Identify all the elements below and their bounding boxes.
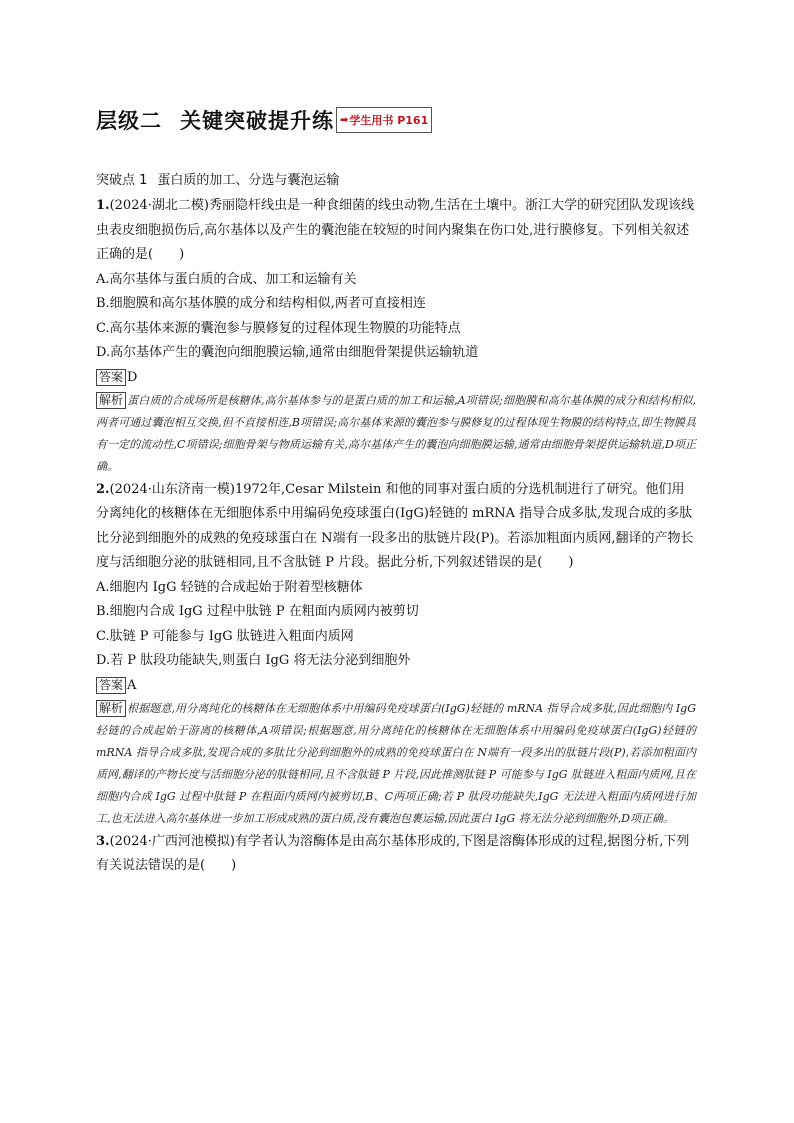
question-2-option-a: A.细胞内 IgG 轻链的合成起始于附着型核糖体 <box>96 579 363 595</box>
question-number: 2. <box>96 481 110 497</box>
answer-value: A <box>127 677 137 693</box>
section-heading <box>96 170 696 192</box>
title-level: 层级二 <box>96 109 162 133</box>
student-book-page-badge <box>336 107 432 133</box>
question-text: 1972年,Cesar Milstein 和他的同事对蛋白质的分选机制进行了研究。他们用分离纯化的核糖体在无细胞体系中用编码免疫球蛋白(IgG)轻链的 mRNA 指导合成多肽,发现合成的多肽比分泌到细胞外的成熟的免疫球蛋白在 N端有一段多出的肽链片段(P)。若添加粗面内质网,翻译的产物长度与活细胞分泌的肽链相同,且不含肽链 P 片段。据此分析,下列叙述错误的是( ) <box>96 481 694 570</box>
question-text: 有学者认为溶酶体是由高尔基体形成的,下图是溶酶体形成的过程,据图分析,下列有关说法错误的是( ) <box>96 833 690 873</box>
arrow-icon: ➡ <box>340 114 349 126</box>
question-source: (2024·湖北二模) <box>109 198 209 213</box>
explanation-text: 蛋白质的合成场所是核糖体,高尔基体参与的是蛋白质的加工和运输,A项错误;细胞膜和高尔基体膜的成分和结构相似,两者可通过囊泡相互交换,但不直接相连,B项错误;高尔基体来源的囊泡参与膜修复的过程体现生物膜的结构特点,即生物膜具有一定的流动性,C项错误;细胞骨架与物质运输有关,高尔基体产生的囊泡向细胞膜运输,通常由细胞骨架提供运输轨道,D项正确。 <box>96 393 696 473</box>
question-1-option-c: C.高尔基体来源的囊泡参与膜修复的过程体现生物膜的功能特点 <box>96 320 461 336</box>
question-1-stem <box>96 194 696 268</box>
question-2-explanation <box>96 698 696 830</box>
answer-tag: 答案 <box>96 677 126 694</box>
section-title: 蛋白质的加工、分选与囊泡运输 <box>157 173 340 188</box>
question-number: 1. <box>96 198 110 213</box>
question-1-option-d: D.高尔基体产生的囊泡向细胞膜运输,通常由细胞骨架提供运输轨道 <box>96 345 479 360</box>
question-number: 3. <box>96 833 110 849</box>
question-2-answer <box>96 674 696 698</box>
question-2-stem <box>96 478 696 576</box>
page-title <box>96 105 334 135</box>
badge-label: 学生用书 P161 <box>349 114 429 127</box>
question-2-option-c: C.肽链 P 可能参与 IgG 肽链进入粗面内质网 <box>96 628 354 644</box>
title-name: 关键突破提升练 <box>180 109 334 133</box>
question-1-option-a: A.高尔基体与蛋白质的合成、加工和运输有关 <box>96 271 357 287</box>
question-2-option-b: B.细胞内合成 IgG 过程中肽链 P 在粗面内质网内被剪切 <box>96 604 419 619</box>
page-header <box>96 104 432 136</box>
question-3-stem <box>96 830 696 879</box>
question-text: 秀丽隐杆线虫是一种食细菌的线虫动物,生活在土壤中。浙江大学的研究团队发现该线虫表皮细胞损伤后,高尔基体以及产生的囊泡能在较短的时间内聚集在伤口处,进行膜修复。下列相关叙述正确的是( ) <box>96 198 695 262</box>
answer-tag: 答案 <box>96 369 126 386</box>
question-2-option-d: D.若 P 肽段功能缺失,则蛋白 IgG 将无法分泌到细胞外 <box>96 653 411 668</box>
question-1-explanation <box>96 390 696 478</box>
question-source: (2024·山东济南一模) <box>109 481 235 497</box>
explanation-tag: 解析 <box>96 392 126 409</box>
explanation-text: 根据题意,用分离纯化的核糖体在无细胞体系中用编码免疫球蛋白(IgG)轻链的 mRNA 指导合成多肽,因此细胞内 IgG 轻链的合成起始于游离的核糖体,A项错误;根据题意,用分离纯化的核糖体在无细胞体系中用编码免疫球蛋白(IgG)轻链的 mRNA 指导合成多肽,发现合成的多肽比分泌到细胞外的成熟的免疫球蛋白在 N端有一段多出的肽链片段(P),若添加粗面内质网,翻译的产物长度与活细胞分泌的肽链相同,且不含肽链 P 片段,因此推测肽链 P 可能参与 IgG 肽链进入粗面内质网,且在细胞内合成 IgG 过程中肽链 P 在粗面内质网内被剪切,B、C两项正确;若 P 肽段功能缺失,IgG 无法进入粗面内质网进行加工,也无法进入高尔基体进一步加工形成成熟的蛋白质,没有囊泡包裹运输,因此蛋白 IgG 将无法分泌到细胞外,D项正确。 <box>96 701 696 825</box>
section-label: 突破点 1 <box>96 173 148 188</box>
answer-value: D <box>127 369 138 385</box>
explanation-tag: 解析 <box>96 700 126 717</box>
question-1-answer <box>96 366 696 390</box>
question-1-option-b: B.细胞膜和高尔基体膜的成分和结构相似,两者可直接相连 <box>96 296 426 311</box>
question-source: (2024·广西河池模拟) <box>109 833 235 849</box>
main-content <box>96 170 696 879</box>
